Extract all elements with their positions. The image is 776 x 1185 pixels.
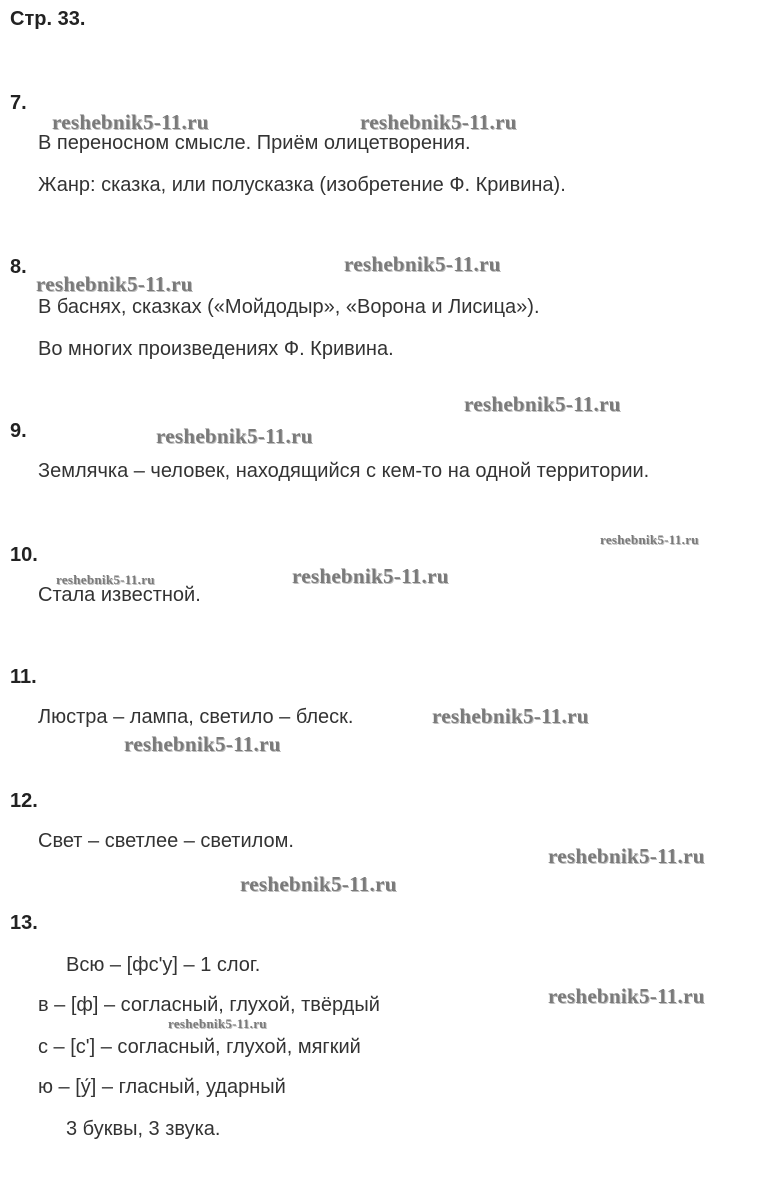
task-12-line-1: Свет – светлее – светилом. (38, 830, 294, 852)
task-7-line-2: Жанр: сказка, или полусказка (изобретение Ф. Кривина). (38, 174, 566, 196)
task-13-line-1: Всю – [фс'у] – 1 слог. (66, 954, 261, 976)
task-10-number: 10. (10, 544, 38, 566)
watermark: reshebnik5-11.ru (124, 732, 281, 756)
task-13-number: 13. (10, 912, 38, 934)
task-11-line-1: Люстра – лампа, светило – блеск. (38, 706, 354, 728)
watermark: reshebnik5-11.ru (464, 392, 621, 416)
task-11-number: 11. (10, 666, 37, 688)
task-7-line-1: В переносном смысле. Приём олицетворения. (38, 132, 471, 154)
task-13-line-4: ю – [у́] – гласный, ударный (38, 1076, 286, 1098)
watermark: reshebnik5-11.ru (168, 1016, 267, 1031)
watermark: reshebnik5-11.ru (360, 110, 517, 134)
watermark: reshebnik5-11.ru (600, 532, 699, 547)
task-9-number: 9. (10, 420, 27, 442)
watermark: reshebnik5-11.ru (548, 984, 705, 1008)
watermark: reshebnik5-11.ru (52, 110, 209, 134)
watermark: reshebnik5-11.ru (548, 844, 705, 868)
task-8-line-2: Во многих произведениях Ф. Кривина. (38, 338, 394, 360)
watermark: reshebnik5-11.ru (344, 252, 501, 276)
task-13-line-3: с – [с'] – согласный, глухой, мягкий (38, 1036, 361, 1058)
watermark: reshebnik5-11.ru (156, 424, 313, 448)
task-10-line-1: Стала известной. (38, 584, 201, 606)
watermark: reshebnik5-11.ru (56, 572, 155, 587)
watermark: reshebnik5-11.ru (432, 704, 589, 728)
task-12-number: 12. (10, 790, 38, 812)
task-13-line-2: в – [ф] – согласный, глухой, твёрдый (38, 994, 380, 1016)
task-7-number: 7. (10, 92, 27, 114)
watermark: reshebnik5-11.ru (240, 872, 397, 896)
task-13-line-5: 3 буквы, 3 звука. (66, 1118, 221, 1140)
page-header: Стр. 33. (10, 8, 86, 30)
task-9-line-1: Землячка – человек, находящийся с кем-то на одной территории. (38, 460, 650, 482)
task-8-number: 8. (10, 256, 27, 278)
watermark: reshebnik5-11.ru (36, 272, 193, 296)
task-8-line-1: В баснях, сказках («Мойдодыр», «Ворона и Лисица»). (38, 296, 540, 318)
watermark: reshebnik5-11.ru (292, 564, 449, 588)
